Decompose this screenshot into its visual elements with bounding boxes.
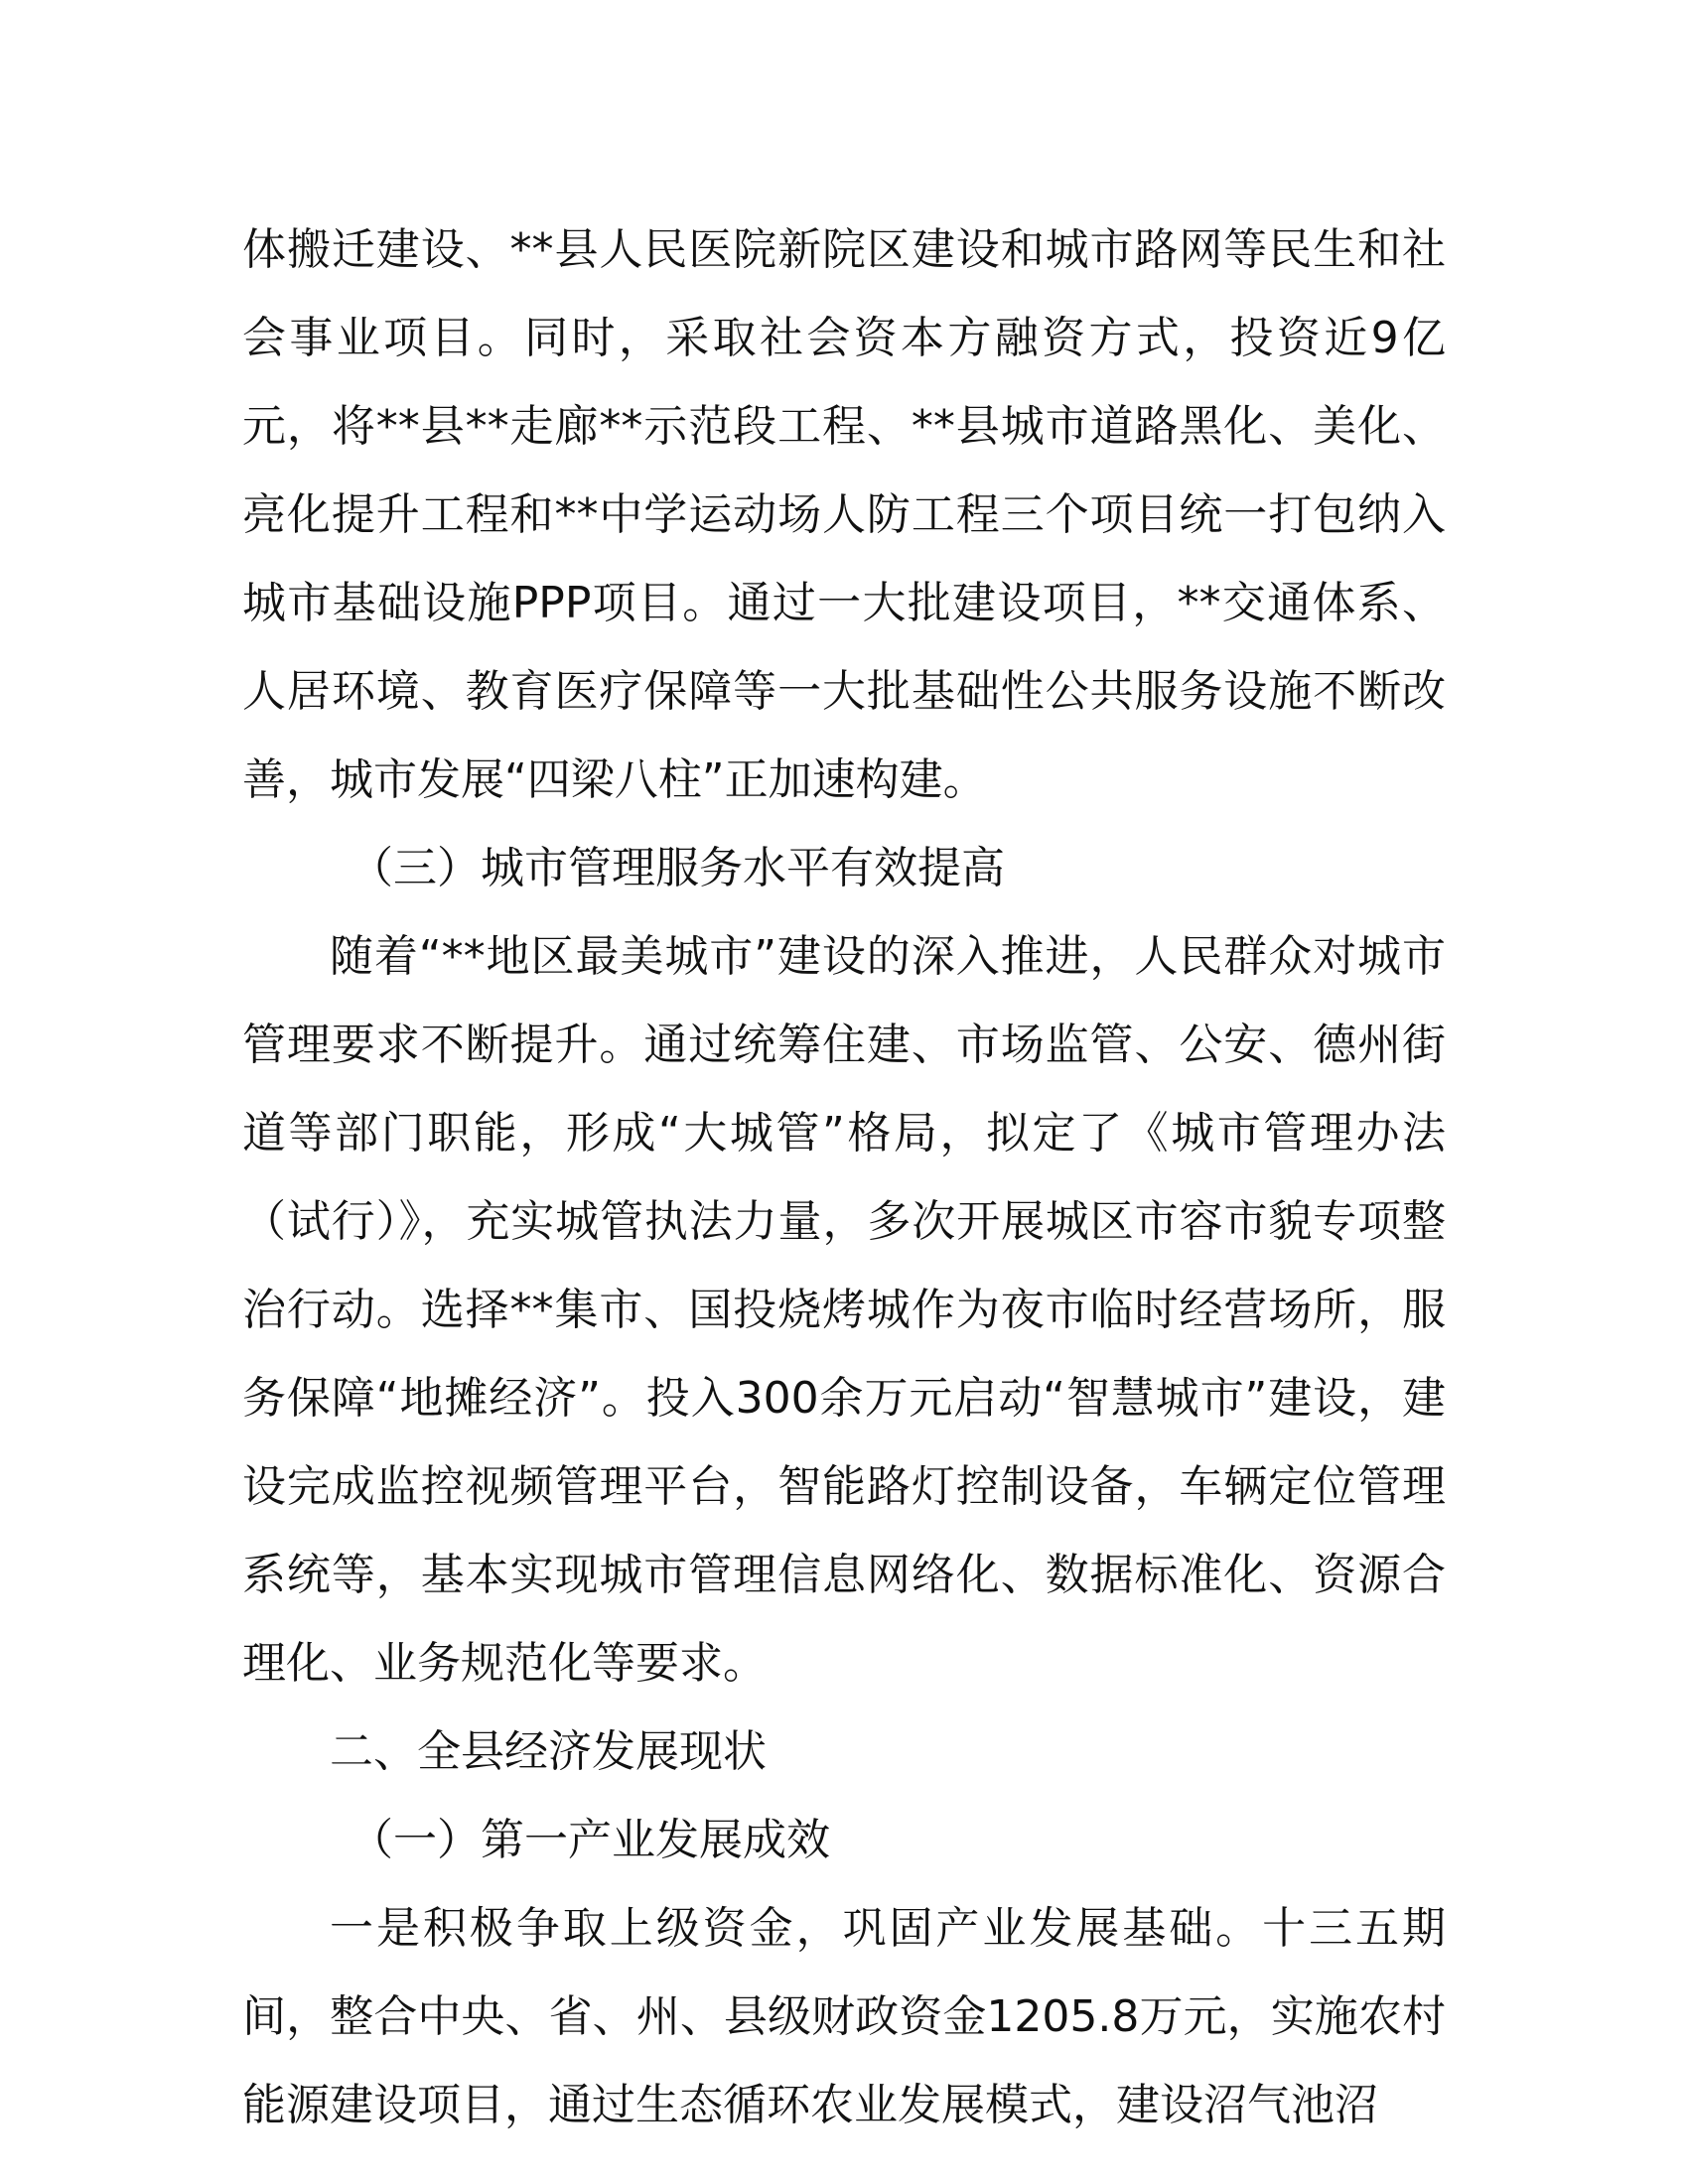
paragraph-urban-management: 随着“**地区最美城市”建设的深入推进，人民群众对城市管理要求不断提升。通过统筹住建、市场监管、公安、德州街道等部门职能，形成“大城管”格局，拟定了《城市管理办法（试行）》，充实城管执法力量，多次开展城区市容市貌专项整治行动。选择**集市、国投烧烤城作为夜市临时经营场所，服务保障“地摊经济”。投入300余万元启动“智慧城市”建设，建设完成监控视频管理平台，智能路灯控制设备，车辆定位管理系统等，基本实现城市管理信息网络化、数据标准化、资源合理化、业务规范化等要求。 [242,931,1446,1689]
paragraph-continuation: 体搬迁建设、**县人民医院新院区建设和城市路网等民生和社会事业项目。同时，采取社会资本方融资方式，投资近9亿元，将**县**走廊**示范段工程、**县城市道路黑化、美化、亮化提升工程和**中学运动场人防工程三个项目统一打包纳入城市基础设施PPP项目。通过一大批建设项目，**交通体系、人居环境、教育医疗保障等一大批基础性公共服务设施不断改善，城市发展“四梁八柱”正加速构建。 [242,224,1446,805]
paragraph-primary-industry: 一是积极争取上级资金，巩固产业发展基础。十三五期间，整合中央、省、州、县级财政资金1205.8万元，实施农村能源建设项目，通过生态循环农业发展模式，建设沼气池沼 [242,1903,1446,2130]
section-heading-urban-management: （三）城市管理服务水平有效提高 [350,843,1005,893]
chapter-heading-economy: 二、全县经济发展现状 [330,1726,767,1777]
document-body [242,205,1446,2149]
section-heading-primary-industry: （一）第一产业发展成效 [350,1815,830,1865]
